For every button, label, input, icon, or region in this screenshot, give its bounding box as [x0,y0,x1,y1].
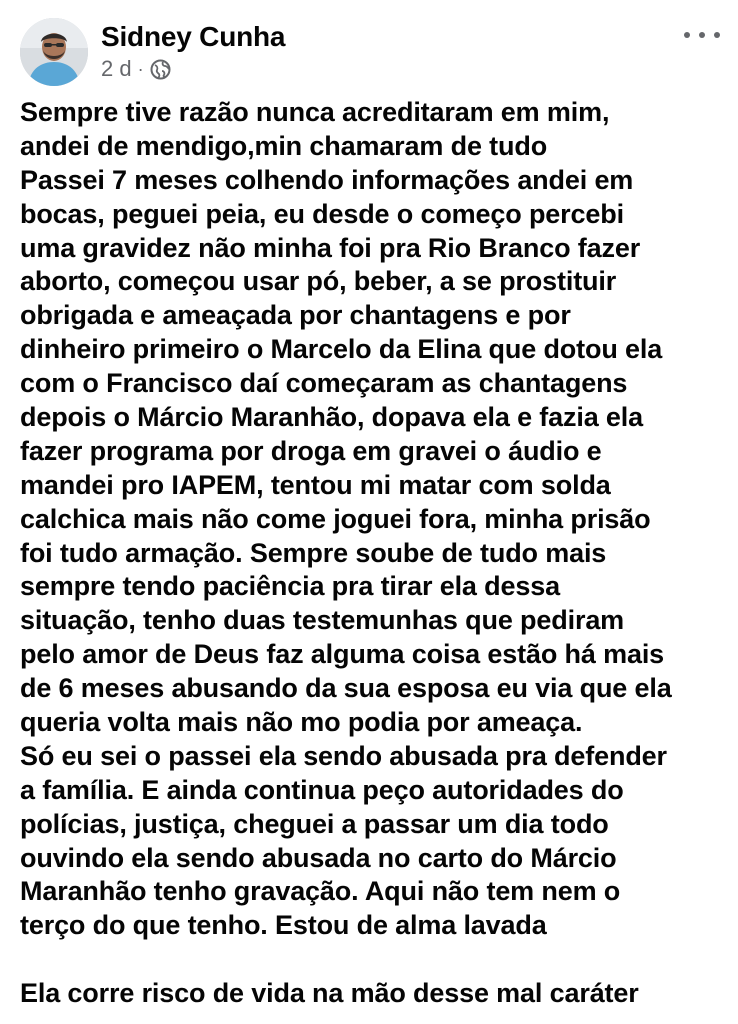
post-meta [101,55,171,83]
post-text-line: situação, tenho duas testemunhas que pediram [20,605,625,636]
post-text-line: depois o Márcio Maranhão, dopava ela e fazia ela [20,402,644,433]
post-text-line: com o Francisco daí começaram as chantagens [20,368,628,399]
post-text-line: pelo amor de Deus faz alguma coisa estão há mais [20,639,665,670]
post-text-line: sempre tendo paciência pra tirar ela dessa [20,571,560,602]
post-text-line: queria volta mais não mo podia por ameaça. [20,707,583,738]
post-text-line: aborto, começou usar pó, beber, a se prostituir [20,266,617,297]
post-text [20,96,732,1011]
post-text-blank-line [20,943,732,977]
post-text-line: uma gravidez não minha foi pra Rio Branco fazer [20,232,641,263]
post-text-line: polícias, justiça, cheguei a passar um dia todo [20,808,609,839]
author-name[interactable]: Sidney Cunha [101,21,286,52]
post-text-line: calchica mais não come joguei fora, minha prisão [20,503,651,534]
post-text-line: bocas, peguei peia, eu desde o começo percebi [20,198,624,229]
post-text-line: andei de mendigo,min chamaram de tudo [20,130,548,161]
post-text-line: Passei 7 meses colhendo informações andei em [20,164,634,195]
more-dot [714,32,720,38]
more-dot [699,32,705,38]
post-text-line: de 6 meses abusando da sua esposa eu via que ela [20,673,672,704]
post-text-line: Só eu sei o passei ela sendo abusada pra defender [20,740,667,771]
post-text-line: foi tudo armação. Sempre soube de tudo mais [20,537,607,568]
meta-separator: · [137,59,144,79]
post-text-line: Ela corre risco de vida na mão desse mal caráter [20,978,639,1009]
post-text-line: Sempre tive razão nunca acreditaram em mim, [20,97,610,127]
more-options-icon[interactable] [684,22,720,48]
post-text-line: obrigada e ameaçada por chantagens e por [20,300,571,331]
author-avatar[interactable] [20,18,88,86]
more-dot [684,32,690,38]
post-text-line: fazer programa por droga em gravei o áudio e [20,435,602,466]
avatar-photo [20,18,88,86]
post-header [0,0,738,96]
post-text-line: terço do que tenho. Estou de alma lavada [20,910,547,941]
post-text-line: dinheiro primeiro o Marcelo da Elina que dotou ela [20,334,663,365]
post-text-line: a família. E ainda continua peço autoridades do [20,774,624,805]
post-text-line: Maranhão tenho gravação. Aqui não tem nem o [20,876,621,907]
globe-icon[interactable] [150,59,171,80]
post-text-line: mandei pro IAPEM, tentou mi matar com solda [20,469,611,500]
post-timestamp[interactable]: 2 d [101,56,132,81]
post-text-line: ouvindo ela sendo abusada no carto do Márcio [20,842,617,873]
